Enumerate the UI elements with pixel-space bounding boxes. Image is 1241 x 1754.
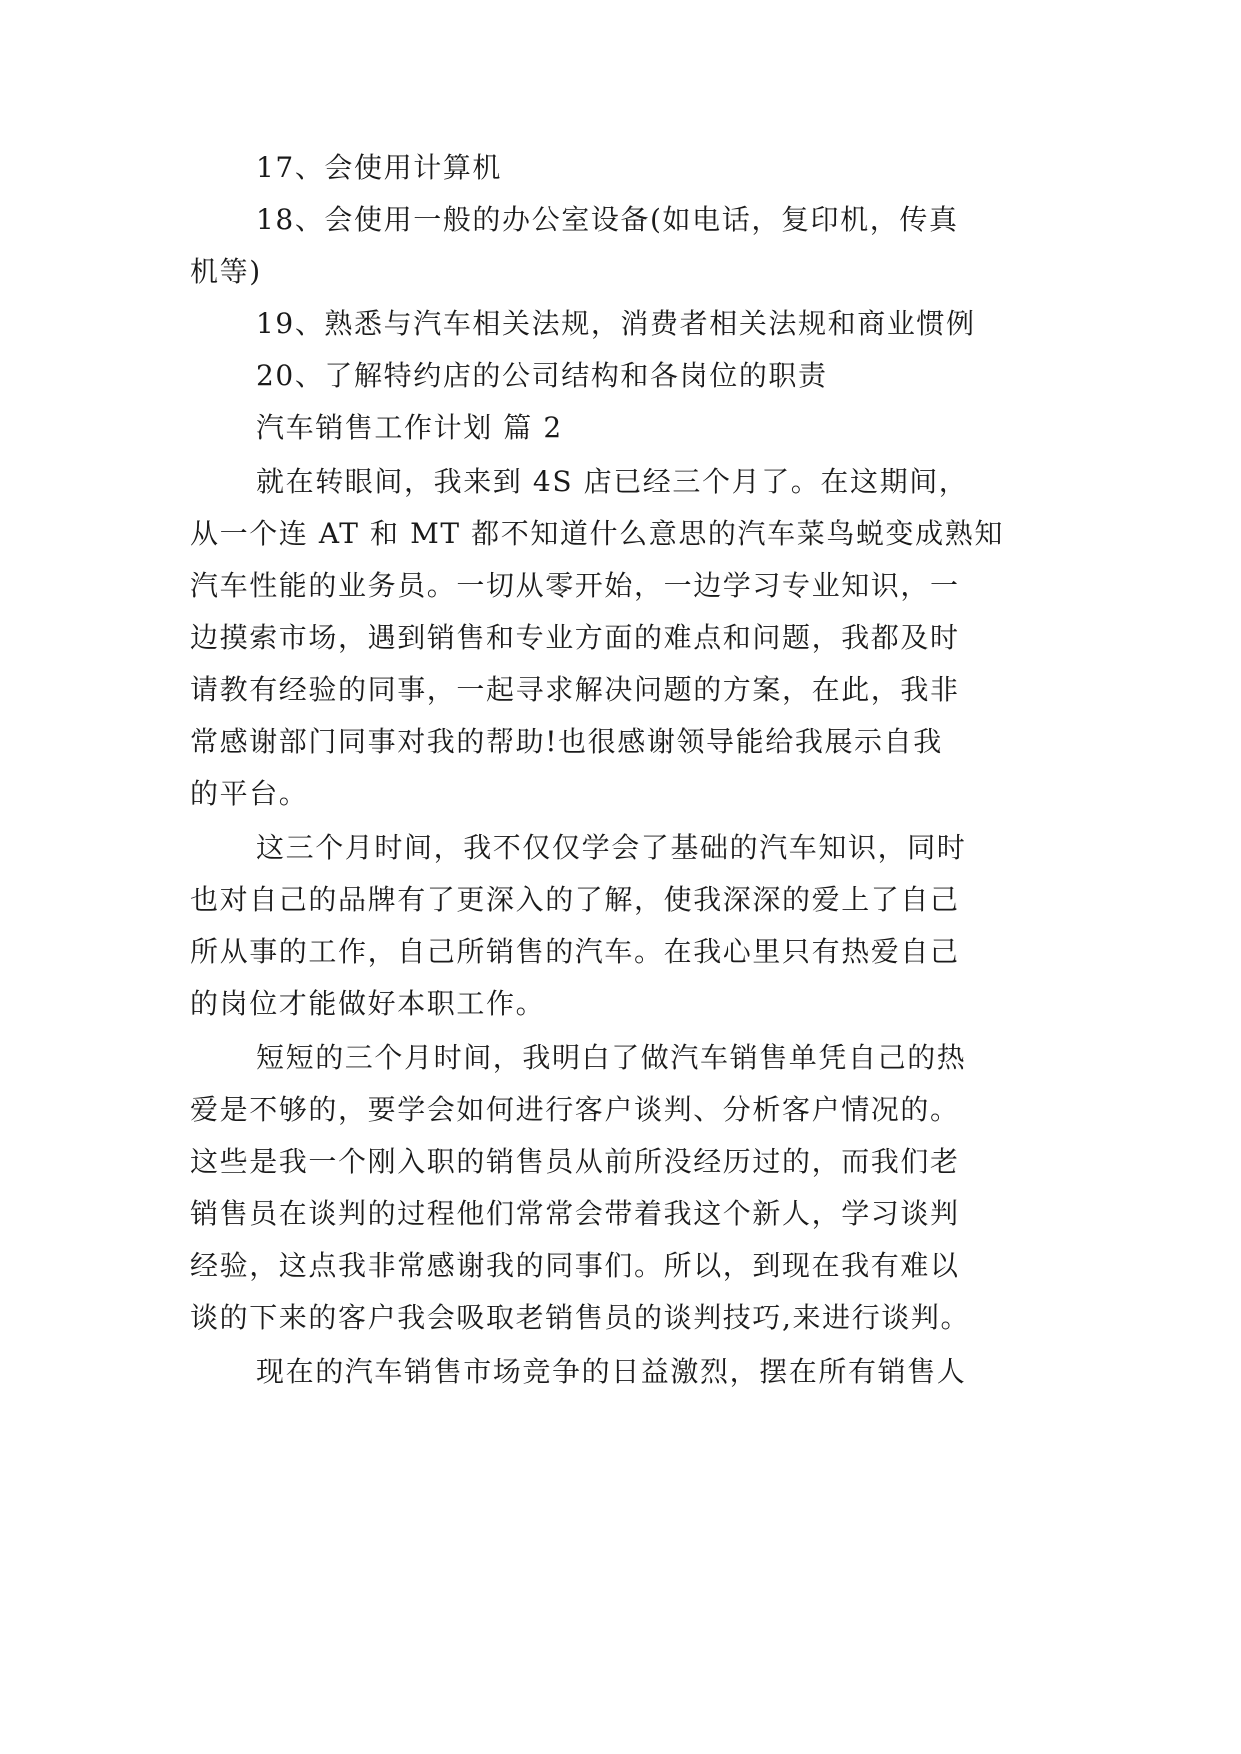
paragraph-1-line: 汽车性能的业务员。一切从零开始，一边学习专业知识，一 <box>190 569 960 602</box>
paragraph-3-line: 短短的三个月时间，我明白了做汽车销售单凭自己的热 <box>256 1041 967 1074</box>
list-item-20: 20、了解特约店的公司结构和各岗位的职责 <box>256 359 828 392</box>
paragraph-3-line: 经验，这点我非常感谢我的同事们。所以，到现在我有难以 <box>190 1249 960 1282</box>
paragraph-1-line: 从一个连 AT 和 MT 都不知道什么意思的汽车菜鸟蜕变成熟知 <box>190 517 1004 550</box>
paragraph-2-line: 这三个月时间，我不仅仅学会了基础的汽车知识，同时 <box>256 831 967 864</box>
paragraph-3-line: 谈的下来的客户我会吸取老销售员的谈判技巧,来进行谈判。 <box>190 1301 971 1334</box>
paragraph-1-line: 请教有经验的同事，一起寻求解决问题的方案，在此，我非 <box>190 673 960 706</box>
paragraph-3-line: 爱是不够的，要学会如何进行客户谈判、分析客户情况的。 <box>190 1093 960 1126</box>
list-item-18: 18、会使用一般的办公室设备(如电话，复印机，传真 <box>256 203 959 236</box>
list-item-17: 17、会使用计算机 <box>256 151 503 184</box>
paragraph-2-line: 所从事的工作，自己所销售的汽车。在我心里只有热爱自己 <box>190 935 960 968</box>
paragraph-1-line: 的平台。 <box>190 777 309 810</box>
paragraph-3-line: 销售员在谈判的过程他们常常会带着我这个新人，学习谈判 <box>190 1197 960 1230</box>
paragraph-1-line: 就在转眼间，我来到 4S 店已经三个月了。在这期间， <box>256 465 969 498</box>
list-item-19: 19、熟悉与汽车相关法规，消费者相关法规和商业惯例 <box>256 307 976 340</box>
paragraph-2-line: 的岗位才能做好本职工作。 <box>190 987 546 1020</box>
paragraph-1-line: 边摸索市场，遇到销售和专业方面的难点和问题，我都及时 <box>190 621 960 654</box>
paragraph-2-line: 也对自己的品牌有了更深入的了解，使我深深的爱上了自己 <box>190 883 960 916</box>
paragraph-1-line: 常感谢部门同事对我的帮助!也很感谢领导能给我展示自我 <box>190 725 943 758</box>
section-heading: 汽车销售工作计划 篇 2 <box>256 411 563 444</box>
paragraph-3-line: 这些是我一个刚入职的销售员从前所没经历过的，而我们老 <box>190 1145 960 1178</box>
paragraph-4-line: 现在的汽车销售市场竞争的日益激烈，摆在所有销售人 <box>256 1355 967 1388</box>
list-item-18-continuation: 机等) <box>190 255 262 288</box>
